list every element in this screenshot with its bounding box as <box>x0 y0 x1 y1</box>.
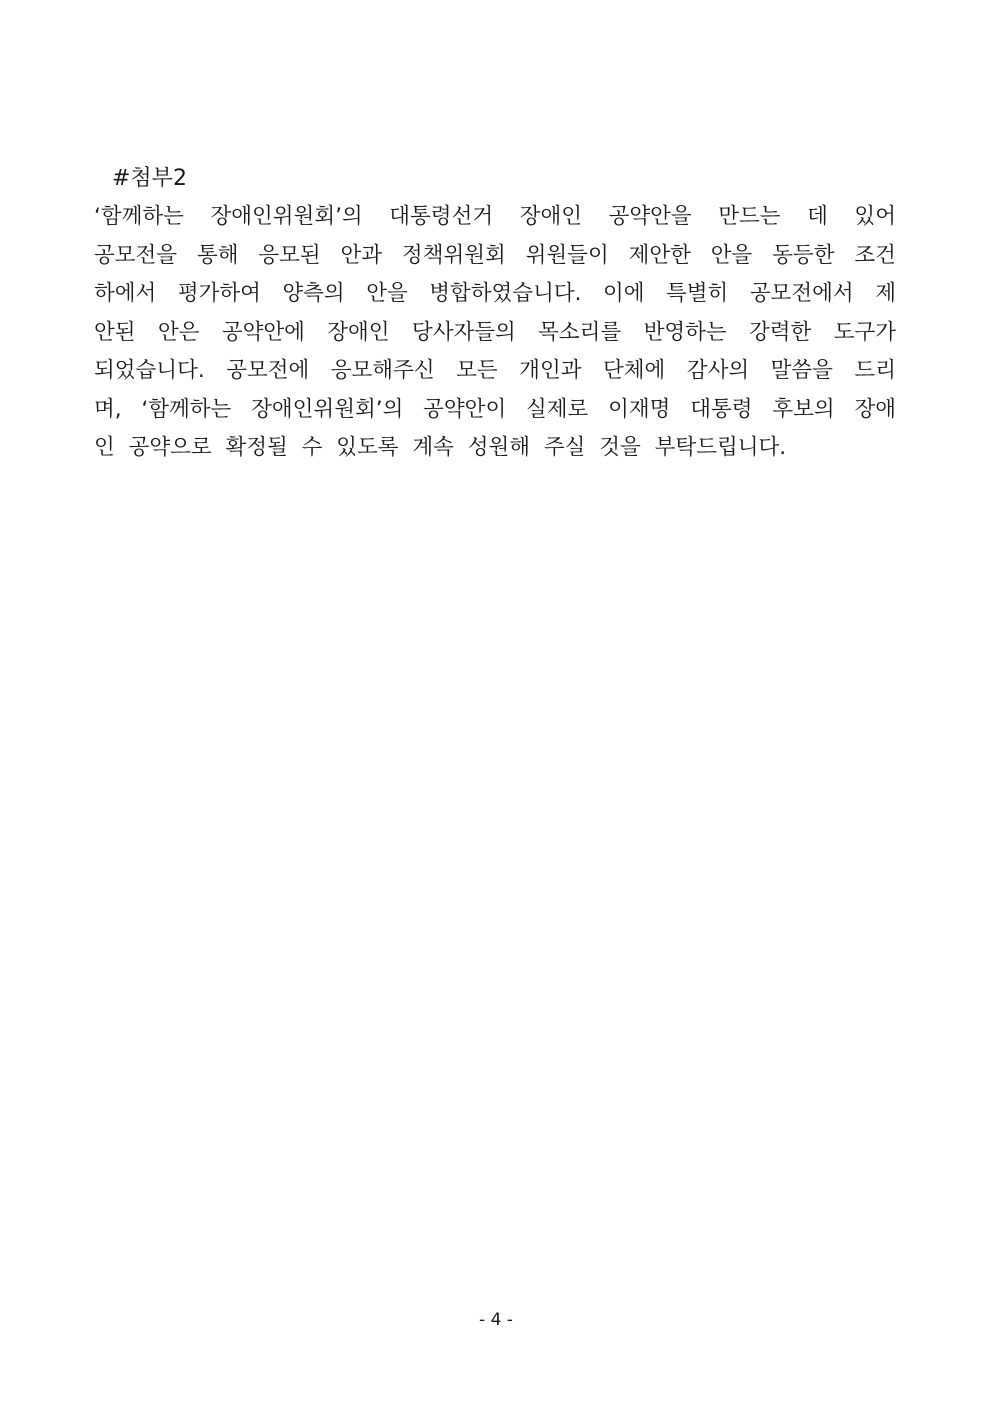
word: 안을 <box>366 281 408 306</box>
word: 강력한 <box>749 319 812 345</box>
word: 응모된 <box>258 242 321 268</box>
word: 정책위원회 <box>401 242 506 268</box>
word: 제 <box>875 281 896 306</box>
word: 공약안이 <box>423 396 507 422</box>
word: 공모전에 <box>226 358 310 383</box>
word: 있어 <box>854 204 896 229</box>
word: 도구가 <box>833 319 896 345</box>
word: 단체에 <box>602 358 666 383</box>
word: ‘함께하는 <box>141 396 232 422</box>
word: 후보의 <box>772 396 835 422</box>
word: 공약안을 <box>608 204 692 229</box>
word: 평가하여 <box>177 281 261 306</box>
word: 이에 <box>602 281 645 306</box>
word: 양측의 <box>282 281 345 306</box>
word: 조건 <box>854 242 896 268</box>
word: 응모해주신 <box>330 358 435 383</box>
word: 병합하였습니다. <box>429 281 582 306</box>
word: 감사의 <box>686 358 750 383</box>
word: 며, <box>94 396 122 422</box>
word: 장애인 <box>519 204 582 229</box>
word: 모든 <box>456 358 498 383</box>
paragraph-line <box>94 275 896 314</box>
word: 드리 <box>854 358 896 383</box>
paragraph-line <box>94 237 896 276</box>
word: 제안한 <box>628 242 691 268</box>
paragraph-line <box>94 314 896 353</box>
word: 공모전을 <box>94 242 178 268</box>
word: 통해 <box>196 242 239 268</box>
word: 장애인 <box>327 319 390 345</box>
paragraph-line <box>94 352 896 391</box>
word: 안은 <box>157 319 200 345</box>
word: ‘함께하는 <box>94 204 184 229</box>
word: 말씀을 <box>770 358 833 383</box>
word: 위원들이 <box>525 242 609 268</box>
word: 장애 <box>854 396 896 422</box>
attachment-label: #첨부2 <box>112 166 187 191</box>
word: 장애인위원회’의 <box>210 204 363 229</box>
paragraph-line <box>94 198 896 237</box>
word: 안과 <box>340 242 383 268</box>
word: 되었습니다. <box>94 358 205 383</box>
word: 개인과 <box>519 358 582 383</box>
word: 당사자들의 <box>411 319 516 345</box>
word: 안을 <box>710 242 753 268</box>
paragraph-line: 인 공약으로 확정될 수 있도록 계속 성원해 주실 것을 부탁드립니다. <box>94 435 787 460</box>
word: 만드는 <box>718 204 781 229</box>
word: 데 <box>807 204 828 229</box>
word: 실제로 <box>526 396 589 422</box>
word: 장애인위원회’의 <box>251 396 404 422</box>
word: 반영하는 <box>643 319 727 345</box>
page-number: - 4 - <box>479 1310 513 1330</box>
word: 공모전에서 <box>749 281 854 306</box>
body-paragraph <box>94 198 896 468</box>
word: 공약안에 <box>221 319 305 345</box>
word: 하에서 <box>94 281 157 306</box>
paragraph-line <box>94 391 896 430</box>
word: 대통령 <box>690 396 753 422</box>
word: 대통령선거 <box>389 204 494 229</box>
word: 목소리를 <box>538 319 622 345</box>
word: 동등한 <box>772 242 835 268</box>
word: 특별히 <box>666 281 729 306</box>
word: 안된 <box>94 319 136 345</box>
word: 이재명 <box>608 396 671 422</box>
